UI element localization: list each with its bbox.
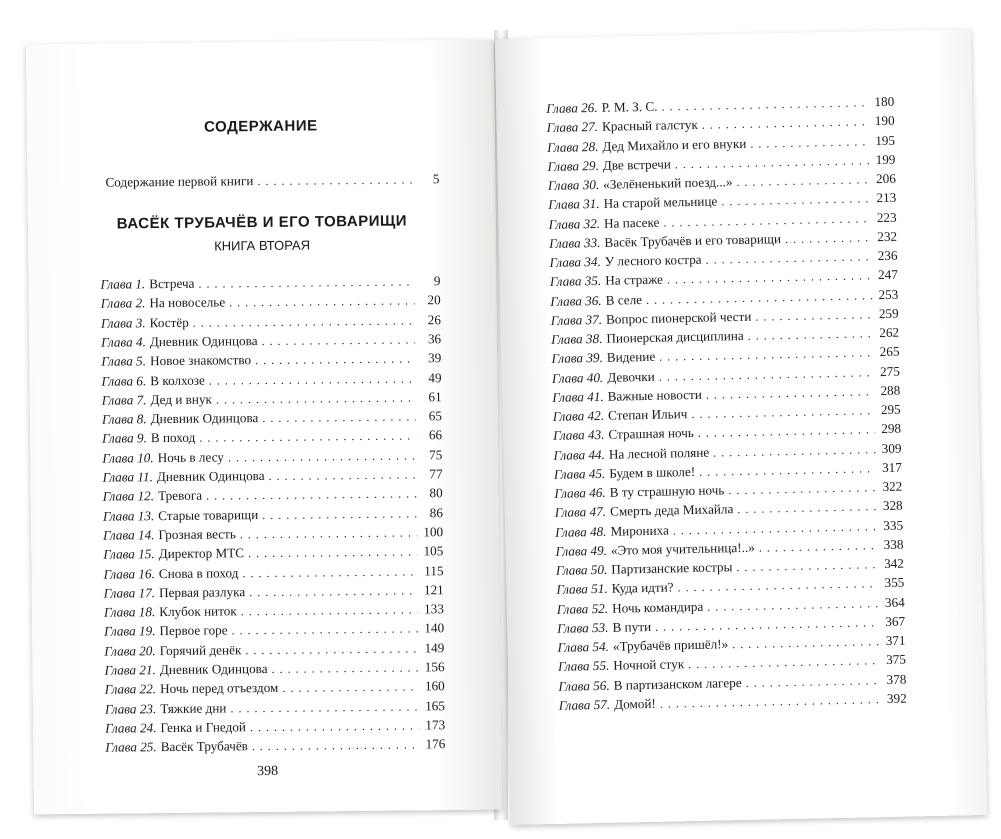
toc-entry [102,388,442,410]
toc-leader-dots [249,581,418,601]
contents-heading: СОДЕРЖАНИЕ [204,117,318,136]
toc-leader-dots [732,632,880,653]
toc-title: На пасеке [603,214,660,231]
toc-leader-dots [698,420,876,442]
toc-title: Дневник Одинцова [149,332,258,350]
toc-page-number: 26 [427,311,441,327]
toc-chapter-label: Глава 53. [557,619,609,636]
toc-page-number: 49 [428,369,442,385]
toc-leader-dots [257,170,413,190]
toc-title: Куда идти? [611,579,674,596]
toc-chapter-label: Глава 34. [549,253,601,270]
toc-page-number: 317 [881,459,903,475]
toc-leader-dots [193,311,415,331]
toc-title: Пионерская дисциплина [606,327,744,346]
toc-page-number: 36 [427,331,442,347]
toc-entry [100,272,440,294]
toc-title: Дневник Одинцова [156,467,265,485]
toc-leader-dots [785,228,871,248]
toc-title: Содержание первой книги [105,173,254,190]
toc-leader-dots [268,465,416,485]
toc-chapter-label: Глава 15. [103,546,155,562]
toc-page-number: 223 [876,209,897,225]
toc-title: На страже [605,271,664,289]
toc-chapter-label: Глава 32. [548,215,601,232]
toc-chapter-label: Глава 3. [100,314,146,331]
toc-page-number: 156 [424,659,445,675]
toc-title: Мирониха [610,522,669,539]
toc-page-number: 165 [425,697,446,713]
toc-leader-dots [261,330,415,350]
toc-title: В колхозе [150,372,205,388]
toc-leader-dots [737,497,877,518]
toc-leader-dots [229,292,415,312]
toc-title: Смерть деда Михайла [609,501,734,520]
toc-entry [105,677,445,699]
toc-leader-dots [248,543,417,563]
toc-chapter-label: Глава 49. [555,542,608,559]
toc-chapter-label: Глава 43. [552,427,605,444]
toc-title: Встреча [149,275,195,292]
toc-page-number: 66 [428,427,443,443]
toc-leader-dots [209,369,416,389]
toc-leader-dots [691,401,875,423]
toc-leader-dots [232,620,419,640]
toc-chapter-label: Глава 9. [102,430,147,447]
toc-leader-dots [241,600,418,620]
toc-leader-dots [198,272,414,292]
toc-chapter-label: Глава 17. [103,584,156,601]
toc-page-number: 206 [875,170,896,187]
toc-title: Тяжкие дни [160,700,227,716]
toc-page-number: 262 [879,324,900,341]
toc-title: Первое горе [159,622,228,639]
toc-page-number: 176 [425,736,446,752]
toc-page-number: 160 [424,678,445,694]
right-page [495,29,987,825]
toc-chapter-label: Глава 50. [555,561,608,578]
toc-chapter-label: Глава 31. [548,196,600,213]
toc-entry [103,504,443,526]
toc-entry [101,291,441,313]
toc-leader-dots [699,459,876,481]
toc-title: Генка и Гнедой [160,719,247,735]
toc-title: Первая разлука [158,584,246,600]
toc-title: Ночь командира [611,598,704,616]
toc-entry [101,330,441,352]
page-number: 398 [257,763,279,780]
toc-entry [104,639,444,661]
toc-chapter-label: Глава 39. [551,350,604,367]
toc-title: В партизанском лагере [613,674,742,693]
toc-title: Ночной стук [613,656,685,673]
toc-title: Партизанские костры [611,559,733,577]
toc-chapter-label: Глава 8. [101,411,147,427]
toc-chapter-label: Глава 37. [550,311,603,328]
toc-chapter-label: Глава 33. [548,234,601,251]
toc-page-number: 5 [432,171,440,187]
toc-title: Дед и внук [150,391,212,407]
toc-chapter-label: Глава 41. [552,388,604,405]
toc-page-number: 298 [881,420,902,437]
toc-page-number: 140 [424,620,445,636]
toc-chapter-label: Глава 19. [104,623,156,640]
toc-page-number: 364 [884,594,905,610]
toc-page-number: 80 [429,485,443,501]
toc-page-number: 173 [425,717,446,733]
toc-chapter-label: Глава 5. [101,353,147,369]
toc-leader-dots [721,189,870,210]
toc-leader-dots [750,132,869,152]
toc-page-number: 9 [433,273,441,289]
toc-entry [104,658,444,680]
toc-leader-dots [713,440,876,461]
toc-chapter-label: Глава 36. [550,292,602,309]
toc-title: Красный галстук [601,117,698,135]
toc-chapter-label: Глава 16. [103,565,155,582]
toc-leader-dots [748,324,874,345]
toc-leader-dots [728,478,876,499]
toc-leader-dots [688,651,880,673]
toc-leader-dots [216,388,416,408]
toc-chapter-label: Глава 55. [557,658,610,675]
toc-leader-dots [660,690,881,713]
toc-page-number: 253 [878,286,899,302]
toc-title: Старые товарищи [158,506,259,523]
book-subtitle: КНИГА ВТОРАЯ [214,237,311,254]
toc-page-number: 39 [428,350,442,366]
toc-page-number: 149 [424,639,445,656]
toc-page-number: 232 [877,228,898,244]
toc-title: В поход [150,430,196,446]
toc-chapter-label: Глава 27. [546,119,599,136]
toc-title: Клубок ниток [159,603,237,620]
toc-entry [102,427,442,449]
toc-entry [104,581,444,603]
toc-title: Страшная ночь [608,425,694,443]
toc-entry-first-book [105,170,439,191]
toc-title: Видение [606,349,656,366]
toc-entry [103,484,443,506]
toc-title: Вопрос пионерской чести [605,308,752,327]
toc-leader-dots [759,536,878,556]
toc-page-number: 100 [423,524,444,540]
toc-leader-dots [706,382,875,404]
toc-entry [101,369,441,391]
toc-chapter-label: Глава 42. [552,407,605,424]
book-title: ВАСЁК ТРУБАЧЁВ И ЕГО ТОВАРИЩИ [116,212,408,233]
toc-page-number: 342 [883,555,905,572]
toc-leader-dots [736,555,878,576]
toc-page-number: 259 [878,305,899,321]
toc-title: Тревога [157,487,203,504]
toc-leader-dots [736,170,870,191]
toc-title: Будем в школе! [609,463,696,481]
toc-title: В пути [612,618,652,635]
toc-chapter-label: Глава 26. [546,99,598,117]
toc-title: Две встречи [602,156,671,173]
toc-chapter-label: Глава 25. [105,739,157,755]
toc-title: «Трубачёв пришёл!» [612,636,729,654]
toc-page-number: 195 [875,132,896,148]
toc-entry [102,407,442,429]
toc-chapter-label: Глава 54. [557,638,610,655]
toc-page-number: 295 [880,401,901,418]
toc-chapter-label: Глава 56. [558,677,610,694]
toc-entry [101,349,441,371]
toc-chapter-label: Глава 14. [103,527,155,543]
toc-entry [104,620,444,642]
toc-chapter-label: Глава 13. [102,507,155,524]
toc-page-number: 133 [424,601,444,617]
toc-page-number: 288 [880,382,901,398]
toc-title: Домой! [613,695,656,712]
toc-entry [102,446,442,468]
toc-chapter-label: Глава 38. [550,330,603,347]
toc-chapter-label: Глава 6. [101,372,147,389]
toc-title: Девочки [607,368,655,385]
toc-chapter-label: Глава 21. [104,662,156,678]
toc-chapter-label: Глава 51. [556,581,608,598]
toc-entry [103,542,443,564]
toc-page-number: 328 [882,497,903,514]
toc-page-number: 105 [423,543,444,559]
toc-leader-dots [675,151,870,173]
toc-page-number: 375 [885,651,907,668]
toc-page-number: 65 [428,408,442,424]
toc-chapter-label: Глава 11. [102,469,153,485]
toc-page-number: 378 [886,671,907,687]
toc-entry [101,311,441,333]
toc-chapter-label: Глава 23. [104,700,157,717]
toc-chapter-label: Глава 24. [105,720,157,736]
toc-title: «Зелёненький поезд...» [603,174,733,192]
toc-chapter-label: Глава 1. [100,276,146,292]
toc-chapter-label: Глава 30. [547,176,600,193]
toc-chapter-label: Глава 28. [546,138,599,155]
toc-chapter-label: Глава 22. [104,681,157,697]
toc-title: В ту страшную ночь [609,482,725,500]
toc-title: В селе [605,291,643,308]
toc-leader-dots [228,446,417,466]
toc-page-number: 199 [875,151,896,167]
toc-title: Дед Михайло и его внуки [602,135,747,154]
toc-chapter-label: Глава 18. [103,604,156,620]
toc-leader-dots [240,523,417,543]
toc-title: Васёк Трубачёв [160,738,248,755]
toc-chapter-label: Глава 44. [553,446,606,463]
toc-page-number: 115 [424,562,444,578]
toc-entry [105,697,445,719]
toc-chapter-label: Глава 52. [556,600,609,617]
toc-entry [104,600,444,622]
toc-title: Важные новости [607,386,703,404]
toc-title: Р. М. З. С. [601,98,658,115]
toc-leader-dots [271,658,418,678]
toc-leader-dots [262,504,417,524]
toc-chapter-label: Глава 45. [553,465,606,482]
toc-page-number: 86 [429,504,443,520]
toc-entry [103,523,443,545]
left-page [26,40,502,815]
toc-page-number: 392 [886,690,907,706]
toc-page-number: 75 [429,446,443,462]
toc-chapter-label: Глава 57. [558,696,611,713]
toc-entry [102,465,442,487]
toc-chapter-label: Глава 4. [101,334,146,350]
toc-chapter-label: Глава 47. [554,504,607,521]
toc-page-number: 322 [882,478,903,495]
toc-leader-dots [702,113,869,134]
toc-page-number: 213 [876,189,897,206]
toc-page-number: 236 [877,247,898,264]
toc-chapter-label: Глава 12. [102,488,155,504]
toc-title: Грозная весть [158,526,236,543]
toc-entry [103,562,443,584]
toc-title: Снова в поход [158,564,239,581]
toc-leader-dots [245,639,418,659]
toc-page-number: 61 [428,388,442,405]
toc-title: На лесной поляне [608,444,710,462]
toc-leader-dots [199,427,416,447]
toc-leader-dots [252,736,420,756]
toc-chapter-label: Глава 7. [101,392,147,408]
toc-title: На старой мельнице [603,193,718,212]
toc-leader-dots [230,697,419,717]
toc-title: Новое знакомство [149,352,252,369]
right-toc-list [495,29,971,713]
toc-page-number: 355 [884,574,905,591]
toc-page-number: 335 [883,517,904,533]
toc-page-number: 338 [883,536,904,552]
toc-title: Дневник Одинцова [150,410,259,427]
toc-page-number: 371 [885,632,906,649]
toc-leader-dots [255,350,415,370]
toc-leader-dots [707,594,879,616]
toc-leader-dots [250,716,419,736]
toc-leader-dots [282,678,419,697]
toc-page-number: 20 [427,292,441,308]
toc-leader-dots [705,247,871,268]
toc-page-number: 309 [881,440,902,456]
toc-title: «Это моя учительница!..» [610,539,755,558]
toc-page-number: 367 [885,613,906,629]
toc-title: Ночь перед отъездом [159,680,279,697]
toc-title: Горячий денёк [159,641,242,658]
toc-title: У лесного костра [604,251,702,269]
toc-page-number: 190 [874,112,895,129]
toc-chapter-label: Глава 35. [549,273,602,290]
toc-leader-dots [745,671,880,692]
toc-chapter-label: Глава 2. [100,295,146,311]
toc-title: Васёк Трубачёв и его товарищи [604,230,782,250]
toc-title: На новоселье [149,294,226,311]
toc-leader-dots [755,305,873,325]
toc-title: Степан Ильич [607,406,688,423]
toc-chapter-label: Глава 46. [554,484,606,501]
toc-title: Дневник Одинцова [159,660,268,678]
toc-leader-dots [262,408,416,428]
toc-leader-dots [206,485,417,505]
toc-page-number: 180 [874,93,895,110]
toc-leader-dots [242,562,417,582]
toc-chapter-label: Глава 20. [104,642,156,659]
toc-chapter-label: Глава 48. [554,523,607,540]
toc-page-number: 265 [879,343,900,360]
toc-chapter-label: Глава 40. [551,369,604,386]
toc-page-number: 247 [877,266,898,283]
toc-title: Ночь в лесу [157,449,224,465]
toc-page-number: 121 [423,581,444,598]
toc-entry [105,735,445,757]
toc-entry [105,716,445,738]
toc-chapter-label: Глава 29. [547,157,599,174]
toc-title: Директор МТС [158,545,245,562]
toc-chapter-label: Глава 10. [102,449,154,466]
toc-page-number: 275 [879,363,901,379]
toc-title: Костёр [149,314,189,330]
toc-page-number: 77 [429,466,443,482]
